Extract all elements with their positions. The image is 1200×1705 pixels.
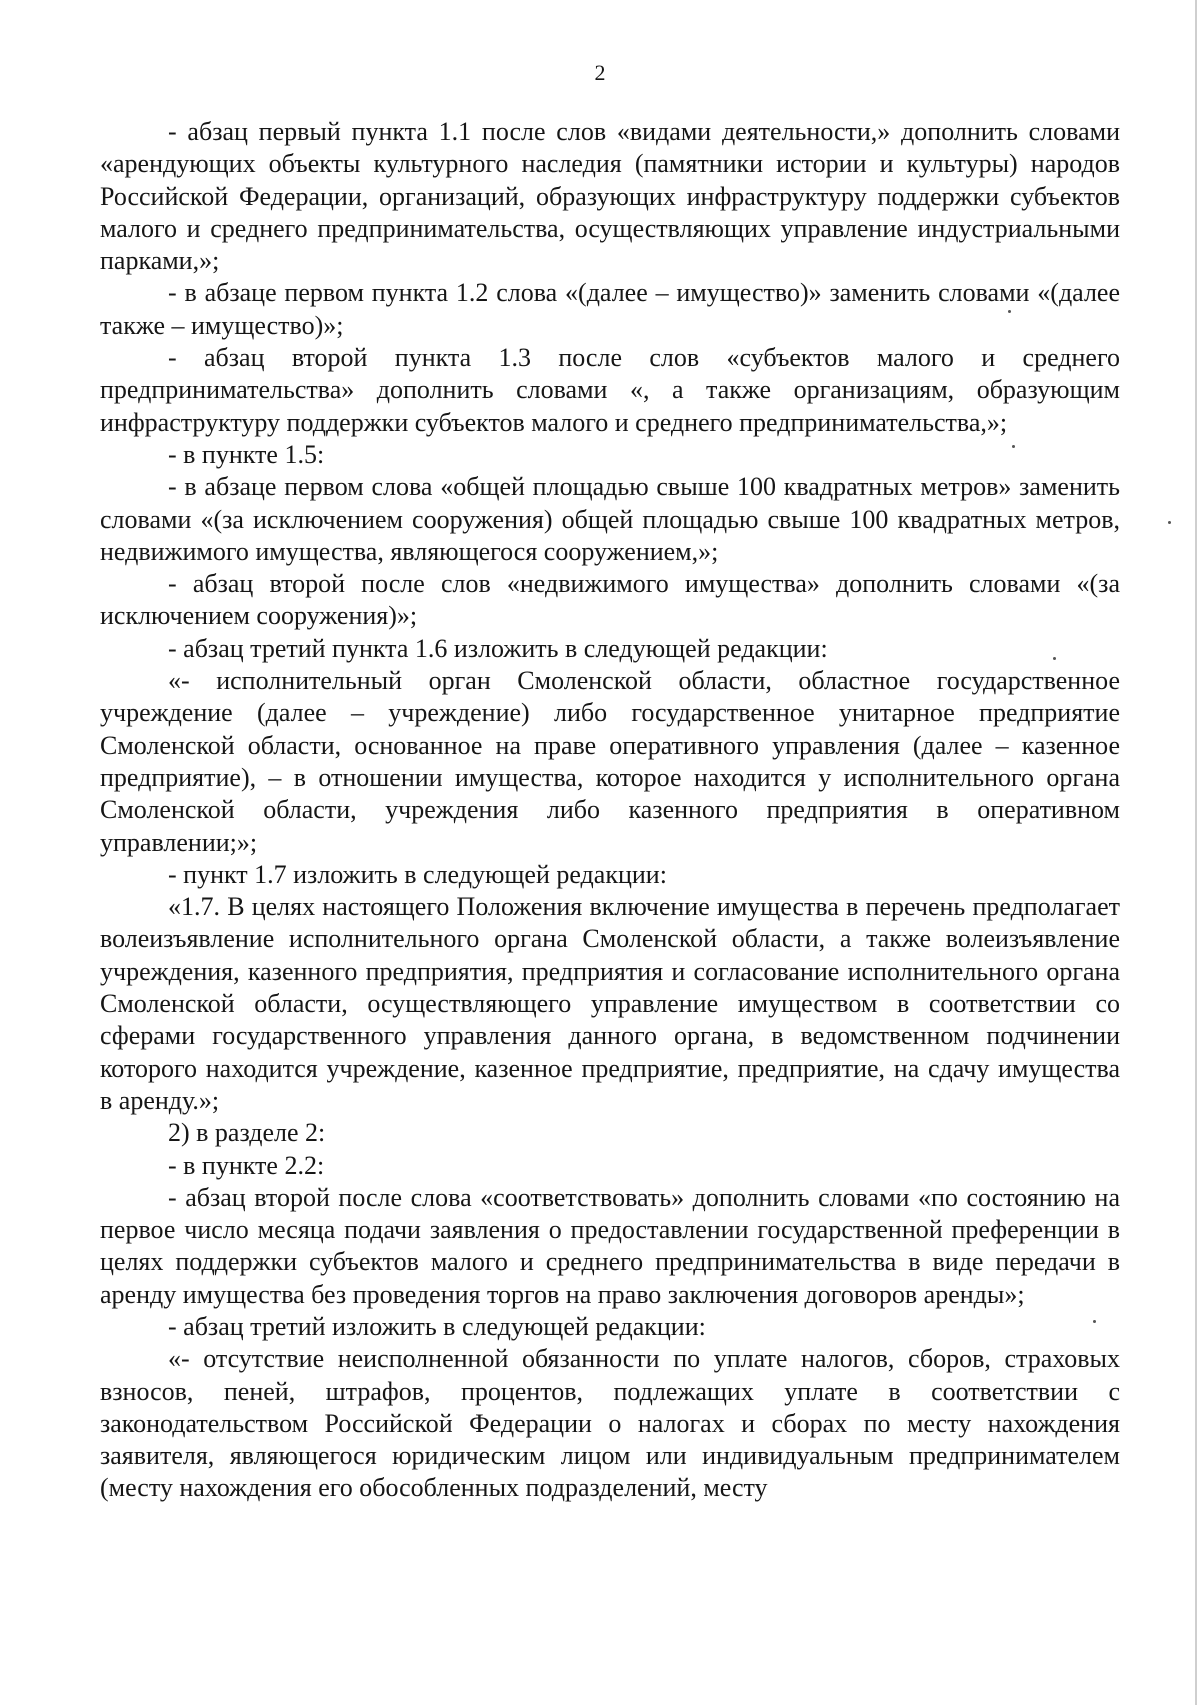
document-body [100,116,1120,1505]
scan-speck [1168,521,1171,524]
paragraph: - в абзаце первом пункта 1.2 слова «(далее – имущество)» заменить словами «(далее также – имущество)»; [100,278,1120,340]
paragraph: - абзац третий изложить в следующей редакции: [168,1311,706,1341]
scan-speck [1053,657,1056,660]
scan-speck [1012,445,1015,448]
paragraph: «- исполнительный орган Смоленской области, областное государственное учреждение (далее – учреждение) либо государственное унитарное предприятие Смоленской области, основанное на праве оперативного управления (далее – казенное предприятие), – в отношении имущества, которое находится у исполнительного органа Смоленской области, учреждения либо казенного предприятия в оперативном управлении;»; [100,666,1120,857]
paragraph: - абзац второй пункта 1.3 после слов «субъектов малого и среднего предпринимательства» дополнить словами «, а также организациям, образующим инфраструктуру поддержки субъектов малого и среднего предпринимательства,»; [100,343,1120,437]
paragraph: - в пункте 1.5: [168,439,325,469]
paragraph: - абзац первый пункта 1.1 после слов «видами деятельности,» дополнить словами «арендующих объекты культурного наследия (памятники истории и культуры) народов Российской Федерации, организаций, образующих инфраструктуру поддержки субъектов малого и среднего предпринимательства, осуществляющих управление индустриальными парками,»; [100,117,1120,276]
paragraph: 2) в разделе 2: [168,1118,326,1148]
paragraph: - в пункте 2.2: [168,1150,325,1180]
paragraph: - абзац второй после слов «недвижимого имущества» дополнить словами «(за исключением сооружения)»; [100,569,1120,631]
paragraph: - в абзаце первом слова «общей площадью свыше 100 квадратных метров» заменить словами «(за исключением сооружения) общей площадью свыше 100 квадратных метров, недвижимого имущества, являющегося сооружением,»; [100,472,1120,566]
scan-speck [1093,1320,1096,1323]
paragraph: - абзац третий пункта 1.6 изложить в следующей редакции: [168,633,828,663]
paragraph: «- отсутствие неисполненной обязанности по уплате налогов, сборов, страховых взносов, пеней, штрафов, процентов, подлежащих уплате в соответствии с законодательством Российской Федерации о налогах и сборах по месту нахождения заявителя, являющегося юридическим лицом или индивидуальным предпринимателем (месту нахождения его обособленных подразделений, месту [100,1344,1120,1503]
paragraph: - пункт 1.7 изложить в следующей редакции: [168,859,667,889]
paragraph: «1.7. В целях настоящего Положения включение имущества в перечень предполагает волеизъявление исполнительного органа Смоленской области, а также волеизъявление учреждения, казенного предприятия, предприятия и согласование исполнительного органа Смоленской области, осуществляющего управление имуществом в соответствии со сферами государственного управления данного органа, в ведомственном подчинении которого находится учреждение, казенное предприятие, предприятие, на сдачу имущества в аренду.»; [100,892,1120,1115]
scan-edge-line [1195,0,1197,1705]
scan-speck [1008,310,1011,313]
paragraph: - абзац второй после слова «соответствовать» дополнить словами «по состоянию на первое число месяца подачи заявления о предоставлении государственной преференции в целях поддержки субъектов малого и среднего предпринимательства в виде передачи в аренду имущества без проведения торгов на право заключения договоров аренды»; [100,1182,1120,1309]
page-number: 2 [594,60,606,85]
